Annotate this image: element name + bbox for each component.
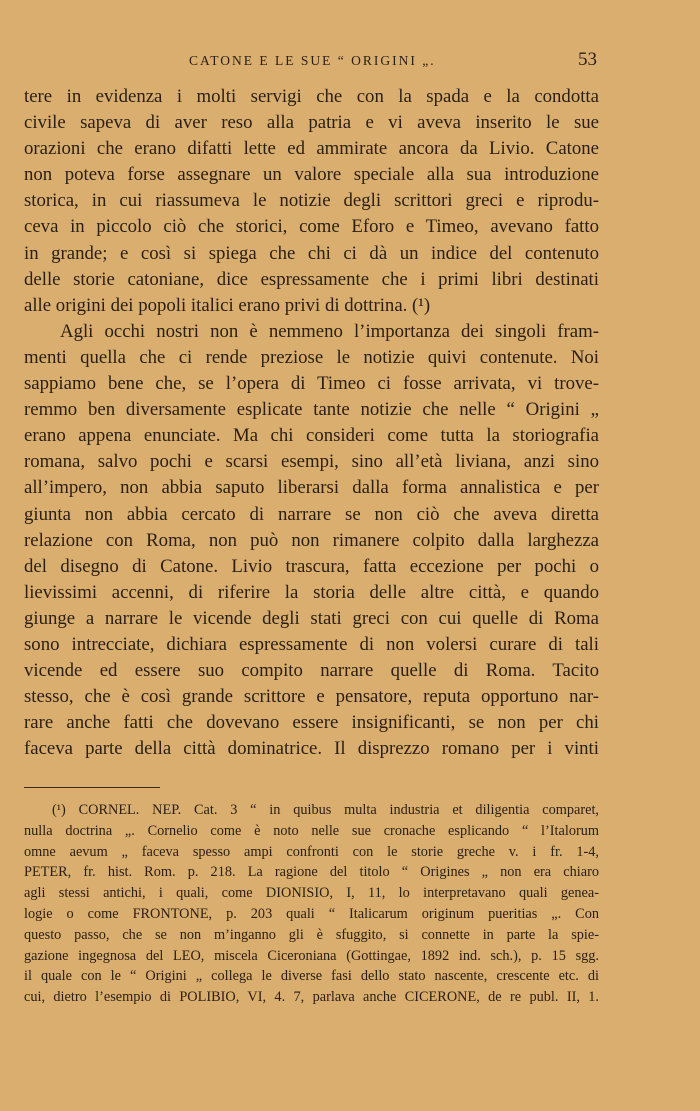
text-line: remmo ben diversamente esplicate tante notizie che nelle “ Origini „ <box>24 399 599 421</box>
text-line: rare anche fatti che dovevano essere insignificanti, se non per chi <box>24 712 599 734</box>
page-number: 53 <box>578 49 597 70</box>
footnote-line: omne aevum „ faceva spesso ampi confronti con le storie greche v. i fr. 1-4, <box>24 843 599 860</box>
text-line: giunge a narrare le vicende degli stati greci con cui quelle di Roma <box>24 607 599 629</box>
running-head-title: CATONE E LE SUE “ ORIGINI „. <box>189 53 436 68</box>
footnote-line: cui, dietro l’esempio di POLIBIO, VI, 4. 7, parlava anche CICERONE, de re publ. II, 1. <box>24 989 599 1006</box>
footnote-line: nulla doctrina „. Cornelio come è noto nelle sue cronache esplicando “ l’Italorum <box>24 822 599 839</box>
footnote-line: PETER, fr. hist. Rom. p. 218. La ragione del titolo “ Origines „ non era chiaro <box>24 864 599 881</box>
footnote-line: questo passo, che se non m’inganno gli è sfuggito, si connette in parte la spie- <box>24 926 599 943</box>
text-line: stesso, che è così grande scrittore e pensatore, reputa opportuno nar- <box>24 686 599 708</box>
text-line: relazione con Roma, non può non rimanere colpito dalla larghezza <box>24 529 599 551</box>
text-line: orazioni che erano difatti lette ed ammirate ancora da Livio. Catone <box>24 138 599 160</box>
text-line: menti quella che ci rende preziose le notizie quivi contenute. Noi <box>24 346 599 368</box>
text-line: ceva in piccolo ciò che storici, come Eforo e Timeo, avevano fatto <box>24 216 599 238</box>
text-line: sappiamo bene che, se l’opera di Timeo ci fosse arrivata, vi trove- <box>24 373 599 395</box>
text-line: all’impero, non abbia saputo liberarsi dalla forma annalistica e per <box>24 477 599 499</box>
text-line: storica, in cui riassumeva le notizie degli scrittori greci e riprodu- <box>24 190 599 212</box>
text-line: tere in evidenza i molti servigi che con la spada e la condotta <box>24 86 599 107</box>
text-line: giunta non abbia cercato di narrare se non ciò che aveva diretta <box>24 503 599 525</box>
footnote-line: gazione ingegnosa del LEO, miscela Ciceroniana (Gottingae, 1892 ind. sch.), p. 15 sgg. <box>24 947 599 964</box>
text-line: non poteva forse assegnare un valore speciale alla sua introduzione <box>24 164 599 186</box>
running-head <box>24 49 597 71</box>
text-line: alle origini dei popoli italici erano privi di dottrina. (¹) <box>24 294 431 316</box>
footnote-line: logie o come FRONTONE, p. 203 quali “ Italicarum originum pueritias „. Con <box>24 905 599 922</box>
text-line: del disegno di Catone. Livio trascura, fatta eccezione per pochi o <box>24 555 599 577</box>
text-line: romana, salvo pochi e scarsi esempi, sino all’età liviana, anzi sino <box>24 451 599 473</box>
footnotes <box>24 800 599 1008</box>
footnote-line: (¹) CORNEL. NEP. Cat. 3 “ in quibus multa industria et diligentia comparet, <box>52 802 599 818</box>
footnote-line: agli stessi antichi, i quali, come DIONISIO, I, 11, lo interpretavano quali genea- <box>24 885 599 902</box>
text-line: civile sapeva di aver reso alla patria e vi aveva inserito le sue <box>24 112 599 134</box>
text-line: erano appena enunciate. Ma chi consideri come tutta la storiografia <box>24 425 599 447</box>
text-line: in grande; e così si spiega che chi ci dà un indice del contenuto <box>24 242 599 264</box>
footnote-line: il quale con le “ Origini „ collega le diverse fasi dello stato nascente, crescente etc. di <box>24 968 599 985</box>
body-text <box>24 84 599 762</box>
text-line: sono intrecciate, dichiara espressamente di non volersi curare di tali <box>24 633 599 655</box>
footnote-divider <box>24 787 160 788</box>
text-line: faceva parte della città dominatrice. Il disprezzo romano per i vinti <box>24 738 599 760</box>
text-line: vicende ed essere suo compito narrare quelle di Roma. Tacito <box>24 660 599 682</box>
text-line: delle storie catoniane, dice espressamente che i primi libri destinati <box>24 268 599 290</box>
text-line: Agli occhi nostri non è nemmeno l’importanza dei singoli fram- <box>60 320 599 342</box>
text-line: lievissimi accenni, di riferire la storia delle altre città, e quando <box>24 581 599 603</box>
